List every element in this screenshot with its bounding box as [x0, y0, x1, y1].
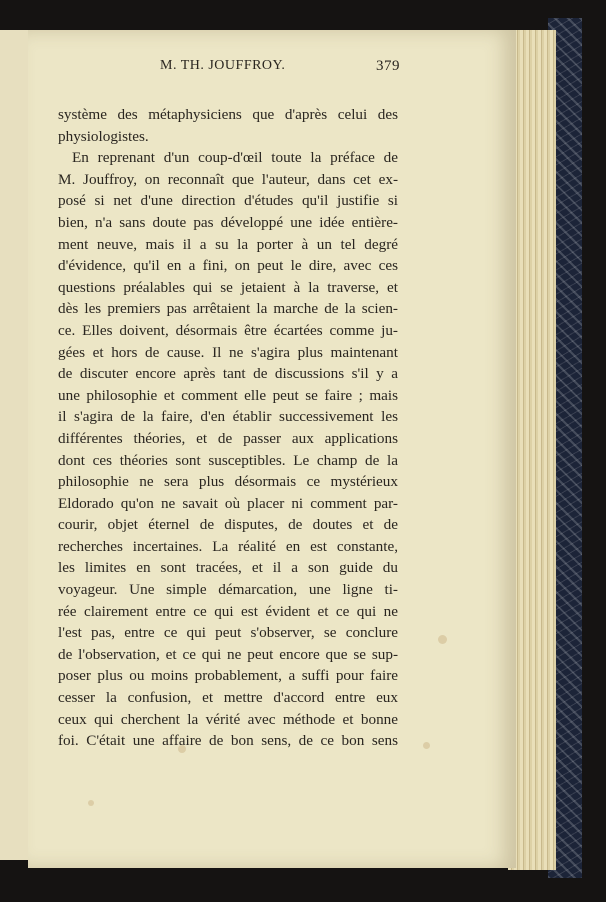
- text-line: il s'agira de la faire, d'en établir successivement les: [58, 408, 398, 426]
- text-line: voyageur. Une simple démarcation, une ligne ti-: [58, 581, 398, 599]
- text-line: physiologistes.: [58, 127, 149, 145]
- text-line: ment neuve, mais il a su la porter à un tel degré: [58, 235, 398, 253]
- text-line: M. Jouffroy, on reconnaît que l'auteur, dans cet ex-: [58, 170, 398, 188]
- facing-page-edge: [0, 30, 31, 860]
- body-text: [58, 104, 398, 752]
- text-line: dont ces théories sont susceptibles. Le champ de la: [58, 451, 398, 469]
- running-header: [160, 58, 400, 80]
- text-line: ce. Elles doivent, désormais être écartées comme ju-: [58, 321, 398, 339]
- text-line: courir, objet éternel de disputes, de doutes et de: [58, 516, 398, 534]
- text-line: cesser la confusion, et mettre d'accord entre eux: [58, 689, 398, 707]
- text-line: philosophie ne sera plus désormais ce mystérieux: [58, 473, 398, 491]
- text-line: ceux qui cherchent la vérité avec méthode et bonne: [58, 710, 398, 728]
- text-line: les limites en sont tracées, et il a son guide du: [58, 559, 398, 577]
- text-line: poser plus ou moins probablement, a suffi pour faire: [58, 667, 398, 685]
- text-line: rée clairement entre ce qui est évident et ce qui ne: [58, 602, 398, 620]
- header-title: M. TH. JOUFFROY.: [160, 58, 286, 73]
- text-line: de discuter encore après tant de discussions s'il y a: [58, 365, 398, 383]
- text-line: foi. C'était une affaire de bon sens, de ce bon sens: [58, 732, 398, 750]
- text-line: bien, n'a sans doute pas développé une idée entière-: [58, 213, 398, 231]
- text-line: posé si net d'une direction d'études qu'il justifie si: [58, 192, 398, 210]
- page-number: 379: [376, 58, 400, 74]
- text-line: d'évidence, qu'il en a fini, on peut le dire, avec ces: [58, 257, 398, 275]
- text-line: une philosophie et comment elle peut se faire ; mais: [58, 386, 398, 404]
- text-line: Eldorado qu'on ne savait où placer ni comment par-: [58, 494, 398, 512]
- text-line: questions préalables qui se jetaient à la traverse, et: [58, 278, 398, 296]
- text-line: de l'observation, et ce qui ne peut encore que se sup-: [58, 645, 398, 663]
- text-line: l'est pas, entre ce qui peut s'observer, se conclure: [58, 624, 398, 642]
- text-line: différentes théories, et de passer aux applications: [58, 429, 398, 447]
- text-line: En reprenant d'un coup-d'œil toute la préface de: [72, 149, 398, 167]
- text-line: système des métaphysiciens que d'après celui des: [58, 106, 398, 123]
- text-line: recherches incertaines. La réalité en est constante,: [58, 537, 398, 555]
- text-line: gées et hors de cause. Il ne s'agira plus maintenant: [58, 343, 398, 361]
- text-line: dès les premiers pas arrêtaient la marche de la scien-: [58, 300, 398, 318]
